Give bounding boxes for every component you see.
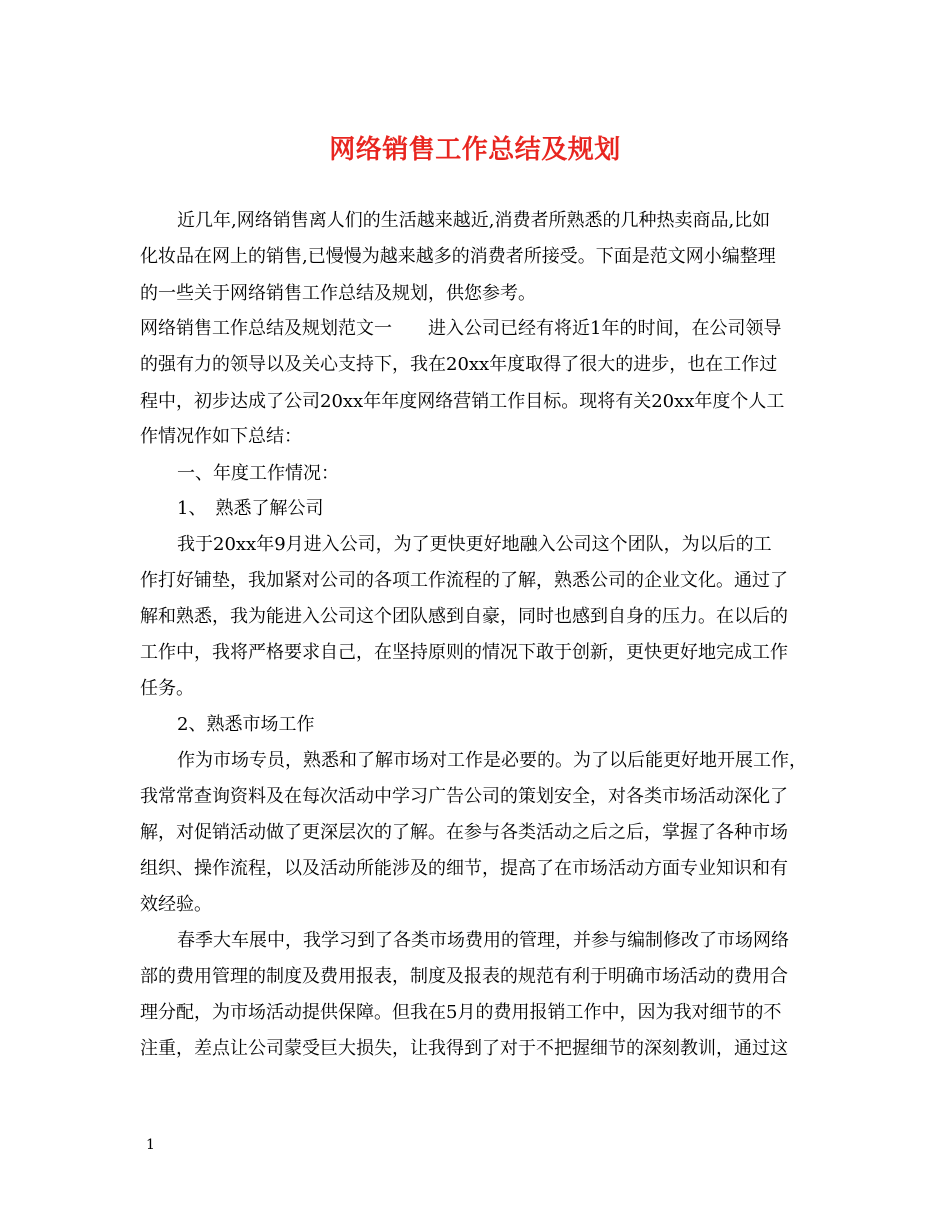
text-line: 我于20xx年9月进入公司，为了更快更好地融入公司这个团队，为以后的工 <box>177 534 772 555</box>
text-line: 网络销售工作总结及规划范文一 进入公司已经有将近1年的时间，在公司领导 <box>140 318 782 339</box>
subsection-heading: 2、熟悉市场工作 <box>177 714 315 735</box>
section-heading: 一、年度工作情况： <box>177 463 339 484</box>
page-number: 1 <box>146 1137 155 1153</box>
text-line: 解，对促销活动做了更深层次的了解。在参与各类活动之后之后，掌握了各种市场 <box>140 822 788 843</box>
document-title: 网络销售工作总结及规划 <box>329 135 621 165</box>
text-line: 工作中，我将严格要求自己，在坚持原则的情况下敢于创新，更快更好地完成工作 <box>140 642 788 663</box>
text-line: 解和熟悉，我为能进入公司这个团队感到自豪，同时也感到自身的压力。在以后的 <box>140 606 788 627</box>
text-line: 任务。 <box>140 678 194 699</box>
text-line: 注重，差点让公司蒙受巨大损失，让我得到了对于不把握细节的深刻教训，通过这 <box>140 1038 788 1059</box>
text-line: 我常常查询资料及在每次活动中学习广告公司的策划安全，对各类市场活动深化了 <box>140 786 788 807</box>
text-line: 春季大车展中，我学习到了各类市场费用的管理，并参与编制修改了市场网络 <box>177 930 789 951</box>
text-line: 近几年,网络销售离人们的生活越来越近,消费者所熟悉的几种热卖商品,比如 <box>177 210 771 231</box>
text-line: 组织、操作流程，以及活动所能涉及的细节，提高了在市场活动方面专业知识和有 <box>140 858 788 879</box>
text-line: 效经验。 <box>140 894 212 915</box>
text-line: 的强有力的领导以及关心支持下，我在20xx年度取得了很大的进步，也在工作过 <box>140 354 778 375</box>
text-line: 的一些关于网络销售工作总结及规划，供您参考。 <box>140 283 536 304</box>
text-line: 作为市场专员，熟悉和了解市场对工作是必要的。为了以后能更好地开展工作， <box>177 750 807 771</box>
text-line: 程中，初步达成了公司20xx年年度网络营销工作目标。现将有关20xx年度个人工 <box>140 391 785 412</box>
text-line: 化妆品在网上的销售,已慢慢为越来越多的消费者所接受。下面是范文网小编整理 <box>140 246 776 267</box>
text-line: 理分配，为市场活动提供保障。但我在5月的费用报销工作中，因为我对细节的不 <box>140 1002 782 1023</box>
text-line: 作情况作如下总结： <box>140 426 302 447</box>
text-line: 作打好铺垫，我加紧对公司的各项工作流程的了解，熟悉公司的企业文化。通过了 <box>140 570 788 591</box>
text-line: 部的费用管理的制度及费用报表，制度及报表的规范有利于明确市场活动的费用合 <box>140 966 788 987</box>
subsection-heading: 1、 熟悉了解公司 <box>177 498 324 519</box>
